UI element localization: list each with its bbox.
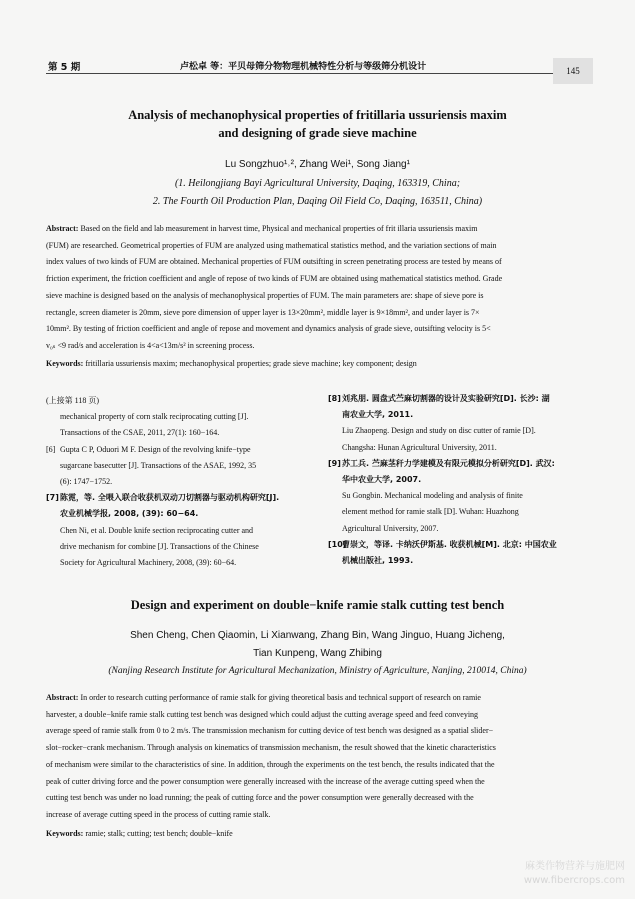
abstract-line: of mechanism were similar to the characteristics of sine. In addition, through the experiments on the test bench, the results indicated that the xyxy=(46,759,495,769)
reference-line: Changsha: Hunan Agricultural University, 2011. xyxy=(342,442,497,452)
paper2-keywords: Keywords: ramie; stalk; cutting; test bench; double−knife xyxy=(46,829,233,838)
reference-line: element method for ramie stalk [D]. Wuhan: Huazhong xyxy=(342,507,519,517)
abstract-line: Abstract: In order to research cutting performance of ramie stalk for giving theoretical basis and technical support of research on ramie xyxy=(46,693,481,702)
paper1-title-line1: Analysis of mechanophysical properties of fritillaria ussuriensis maxim xyxy=(128,108,507,122)
keywords-label: Keywords: xyxy=(46,829,84,838)
reference-line: 机械出版社, 1993. xyxy=(342,556,414,566)
reference-line: Su Gongbin. Mechanical modeling and analysis of finite xyxy=(342,491,523,501)
paper1-title-line2: and designing of grade sieve machine xyxy=(218,126,417,140)
abstract-line: v₀ₛ <9 rad/s and acceleration is 4<a<13m/s² in screening process. xyxy=(46,340,255,350)
running-title: 卢松卓 等：平贝母筛分物物理机械特性分析与等级筛分机设计 xyxy=(180,62,427,72)
paper2-affiliation: (Nanjing Research Institute for Agricultural Mechanization, Ministry of Agriculture, Nanjing, 210014, China) xyxy=(108,666,527,676)
paper1-authors: Lu Songzhuo¹˒², Zhang Wei¹, Song Jiang¹ xyxy=(225,159,410,170)
abstract-line: average speed of ramie stalk from 0 to 2 m/s. The transmission mechanism for cutting device of test bench was designed as a spatial slider− xyxy=(46,726,494,736)
paper2-abstract xyxy=(46,690,591,824)
reference-10: [10] 曹崇文，等译. 卡纳沃伊斯基. 收获机械[M]. 北京: 中国农业 xyxy=(328,539,557,549)
abstract-line: sieve machine is designed based on the analysis of mechanophysical properties of FUM. The main parameters are: shape of sieve pore is xyxy=(46,290,484,300)
abstract-line: harvester, a double−knife ramie stalk cutting test bench was designed which could adjust the cutting average speed and feed conveying xyxy=(46,709,479,719)
paper2-title: Design and experiment on double−knife ramie stalk cutting test bench xyxy=(130,598,505,612)
header-rule xyxy=(46,73,553,74)
abstract-line: index values of two kinds of FUM are obtained. Mechanical properties of FUM outsifting in screen penetrating process are tested by means of xyxy=(46,257,502,267)
paper1-affiliation-1: (1. Heilongjiang Bayi Agricultural University, Daqing, 163319, China; xyxy=(174,178,461,189)
page-number: 145 xyxy=(566,66,580,76)
reference-7: [7] 陈霓，等. 全喂入联合收获机双动刀切割器与驱动机构研究[J]. xyxy=(46,493,280,503)
continued-note: (上接第 118 页) xyxy=(46,396,100,405)
abstract-line: increase of average cutting speed in the process of cutting ramie stalk. xyxy=(46,809,271,819)
reference-line: Liu Zhaopeng. Design and study on disc cutter of ramie [D]. xyxy=(342,426,536,436)
paper1-keywords: Keywords: fritillaria ussuriensis maxim; mechanophysical properties; grade sieve machine; key component; design xyxy=(46,359,417,368)
reference-line: 南农业大学, 2011. xyxy=(342,410,414,420)
references-left xyxy=(46,393,316,571)
paper1-abstract xyxy=(46,221,591,355)
reference-line: Chen Ni, et al. Double knife section reciprocating cutter and xyxy=(60,525,254,535)
abstract-line: peak of cutter driving force and the power consumption were generally increased with the increase of the average cutting speed when the xyxy=(46,776,485,786)
paper1-affiliation-2: 2. The Fourth Oil Production Plan, Daqing Oil Field Co, Daqing, 163511, China) xyxy=(152,196,483,207)
reference-line: 农业机械学报, 2008, (39): 60−64. xyxy=(60,509,199,519)
abstract-label: Abstract: xyxy=(46,224,79,233)
paper2-authors-line2: Tian Kunpeng, Wang Zhibing xyxy=(253,648,382,659)
abstract-line: slot−rocker−crank mechanism. Through analysis on kinematics of transmission mechanism, the result showed that the kinetic characteristics xyxy=(46,743,496,753)
reference-line: Agricultural University, 2007. xyxy=(342,523,439,533)
abstract-line: 10mm². By testing of friction coefficient and angle of repose and movement and dynamics analysis of grade sieve, outsifting velocity is 5< xyxy=(46,324,491,334)
reference-line: (6): 1747−1752. xyxy=(60,477,113,487)
abstract-line: cutting test bench was under no load running; the peak of cutting force and the power consumption were generally decreased with the xyxy=(46,793,474,803)
reference-line: drive mechanism for combine [J]. Transactions of the Chinese xyxy=(60,541,259,551)
abstract-line: rectangle, screen diameter is 20mm, sieve pore dimension of upper layer is 13×20mm², middle layer is 9×18mm², and under layer is 7× xyxy=(46,307,480,317)
issue-label: 第 5 期 xyxy=(48,62,81,73)
reference-9: [9] 苏工兵. 苎麻茎秆力学建模及有限元模拟分析研究[D]. 武汉: xyxy=(328,458,555,468)
reference-line: Society for Agricultural Machinery, 2008, (39): 60−64. xyxy=(60,558,237,568)
abstract-line: Abstract: Based on the field and lab measurement in harvest time, Physical and mechanical properties of frit illaria ussuriensis maxim xyxy=(46,224,478,233)
keywords-label: Keywords: xyxy=(46,359,84,368)
abstract-line: (FUM) are researched. Geometrical properties of FUM are analyzed using mathematical statistics method, and the variation sections of main xyxy=(46,240,497,250)
reference-6: [6] Gupta C P, Oduori M F. Design of the revolving knife−type xyxy=(46,444,251,454)
abstract-label: Abstract: xyxy=(46,693,79,702)
references-right xyxy=(328,391,593,569)
reference-line: 华中农业大学, 2007. xyxy=(342,475,422,485)
site-watermark xyxy=(495,860,625,888)
reference-line: mechanical property of corn stalk reciprocating cutting [J]. xyxy=(60,412,249,422)
paper2-authors-line1: Shen Cheng, Chen Qiaomin, Li Xianwang, Zhang Bin, Wang Jinguo, Huang Jicheng, xyxy=(130,630,505,641)
reference-line: sugarcane basecutter [J]. Transactions of the ASAE, 1992, 35 xyxy=(60,460,257,470)
watermark-line2: www.fibercrops.com xyxy=(523,875,625,886)
page-number-box xyxy=(553,58,593,84)
abstract-line: friction experiment, the friction coefficient and angle of repose of two kinds of FUM are obtained using mathematical statistics method. Grade xyxy=(46,274,503,284)
reference-8: [8] 刘兆朋. 圆盘式苎麻切割器的设计及实验研究[D]. 长沙: 湖 xyxy=(328,394,550,403)
reference-line: Transactions of the CSAE, 2011, 27(1): 160−164. xyxy=(60,428,220,438)
watermark-line1: 麻类作物营养与施肥网 xyxy=(525,861,625,872)
